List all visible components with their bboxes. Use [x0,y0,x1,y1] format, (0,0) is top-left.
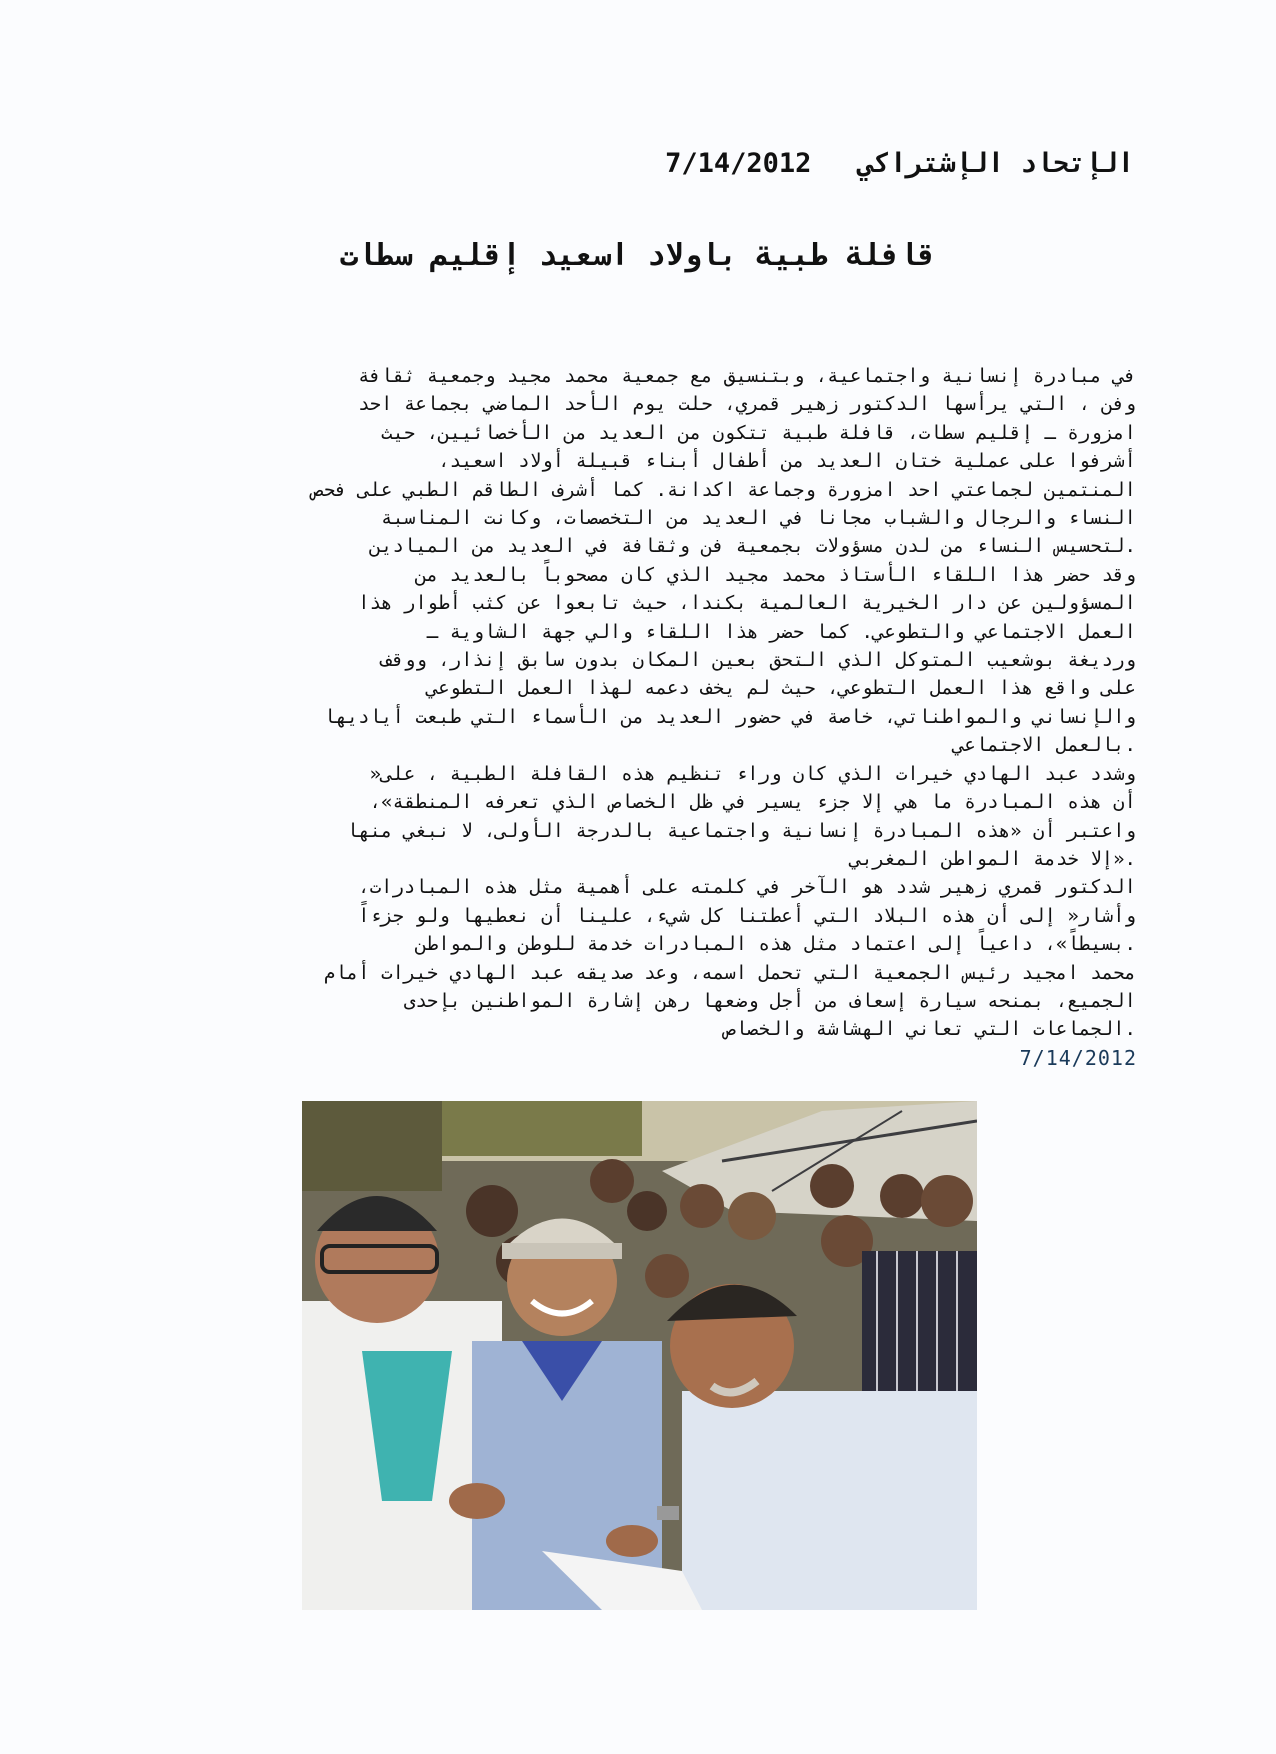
publication-date: 7/14/2012 [665,148,812,179]
article-body [146,362,1136,1044]
article-line: واعتبر أن «هذه المبادرة إنسانية واجتماعية بالدرجة الأولى، لا نبغي منها [346,819,1136,842]
article-line: الجميع، بمنحه سيارة إسعاف من أجل وضعها رهن إشارة المواطنين بإحدى [403,989,1136,1012]
article-line: امزورة ـ إقليم سطات، قافلة طبية تتكون من العديد من الأخصائيين، حيث [381,421,1136,444]
article-line: وفن ، التي يرأسها الدكتور زهير قمري، حلت يوم الأحد الماضي بجماعة احد [358,393,1136,416]
article-line: المسؤولين عن دار الخيرية العالمية بكندا، حيث تابعوا عن كثب أطوار هذا [358,592,1136,615]
article-line: محمد امجيد رئيس الجمعية التي تحمل اسمه، وعد صديقه عبد الهادي خيرات أمام [323,961,1136,984]
article-line: العمل الاجتماعي والتطوعي. كما حضر هذا اللقاء والي جهة الشاوية ـ [426,620,1136,643]
article-line: .بسيطاً»، داعياً إلى اعتماد مثل هذه المبادرات خدمة للوطن والمواطن [415,933,1136,956]
article-line: وأشار« إلى أن هذه البلاد التي أعطتنا كل شيء، علينا أن نعطيها ولو جزءاً [358,904,1136,927]
article-line: النساء والرجال والشباب مجانا في العديد من التخصصات، وكانت المناسبة [381,507,1136,530]
article-line: والإنساني والمواطناتي، خاصة في حضور العديد من الأسماء التي طبعت أياديها [323,705,1136,728]
article-line: وشدد عبد الهادي خيرات الذي كان وراء تنظيم هذه القافلة الطبية ، على« [369,762,1136,785]
article-line: على واقع هذا العمل التطوعي، حيث لم يخف دعمه لهذا العمل التطوعي [426,677,1136,700]
article-line: ورديغة بوشعيب المتوكل الذي التحق بعين المكان بدون سابق إنذار، ووقف [381,649,1136,672]
article-line: المنتمين لجماعتي احد امزورة وجماعة اكدانة. كما أشرف الطاقم الطبي على فحص [312,478,1136,501]
article-line: .«إلا خدمة المواطن المغربي [850,847,1136,870]
article-line: في مبادرة إنسانية واجتماعية، وبتنسيق مع جمعية محمد مجيد وجمعية ثقافة [358,365,1136,387]
article-line: .بالعمل الاجتماعي [952,734,1136,757]
article-line: الدكتور قمري زهير شدد هو الآخر في كلمته على أهمية مثل هذه المبادرات، [358,876,1136,899]
article-line: .الجماعات التي تعاني الهشاشة والخصاص [724,1018,1136,1041]
article-line: أن هذه المبادرة ما هي إلا جزء يسير في ظل الخصاص الذي تعرفه المنطقة»، [369,791,1136,814]
publication-header [665,148,1134,179]
article-line: .لتحسيس النساء من لدن مسؤولات بجمعية فن وثقافة في العديد من الميادين [369,535,1136,558]
article-photo [302,1101,977,1610]
article-line: وقد حضر هذا اللقاء الأستاذ محمد مجيد الذي كان مصحوباً بالعديد من [415,563,1136,586]
publication-name: الإتحاد الإشتراكي [857,148,1134,179]
article-footer-date: 7/14/2012 [1019,1046,1137,1070]
article-headline: قافلة طبية باولاد اسعيد إقليم سطات [339,238,937,273]
article-line: أشرفوا على عملية ختان العديد من أطفال أبناء قبيلة أولاد اسعيد، [438,450,1136,473]
photo-illustration [302,1101,977,1610]
